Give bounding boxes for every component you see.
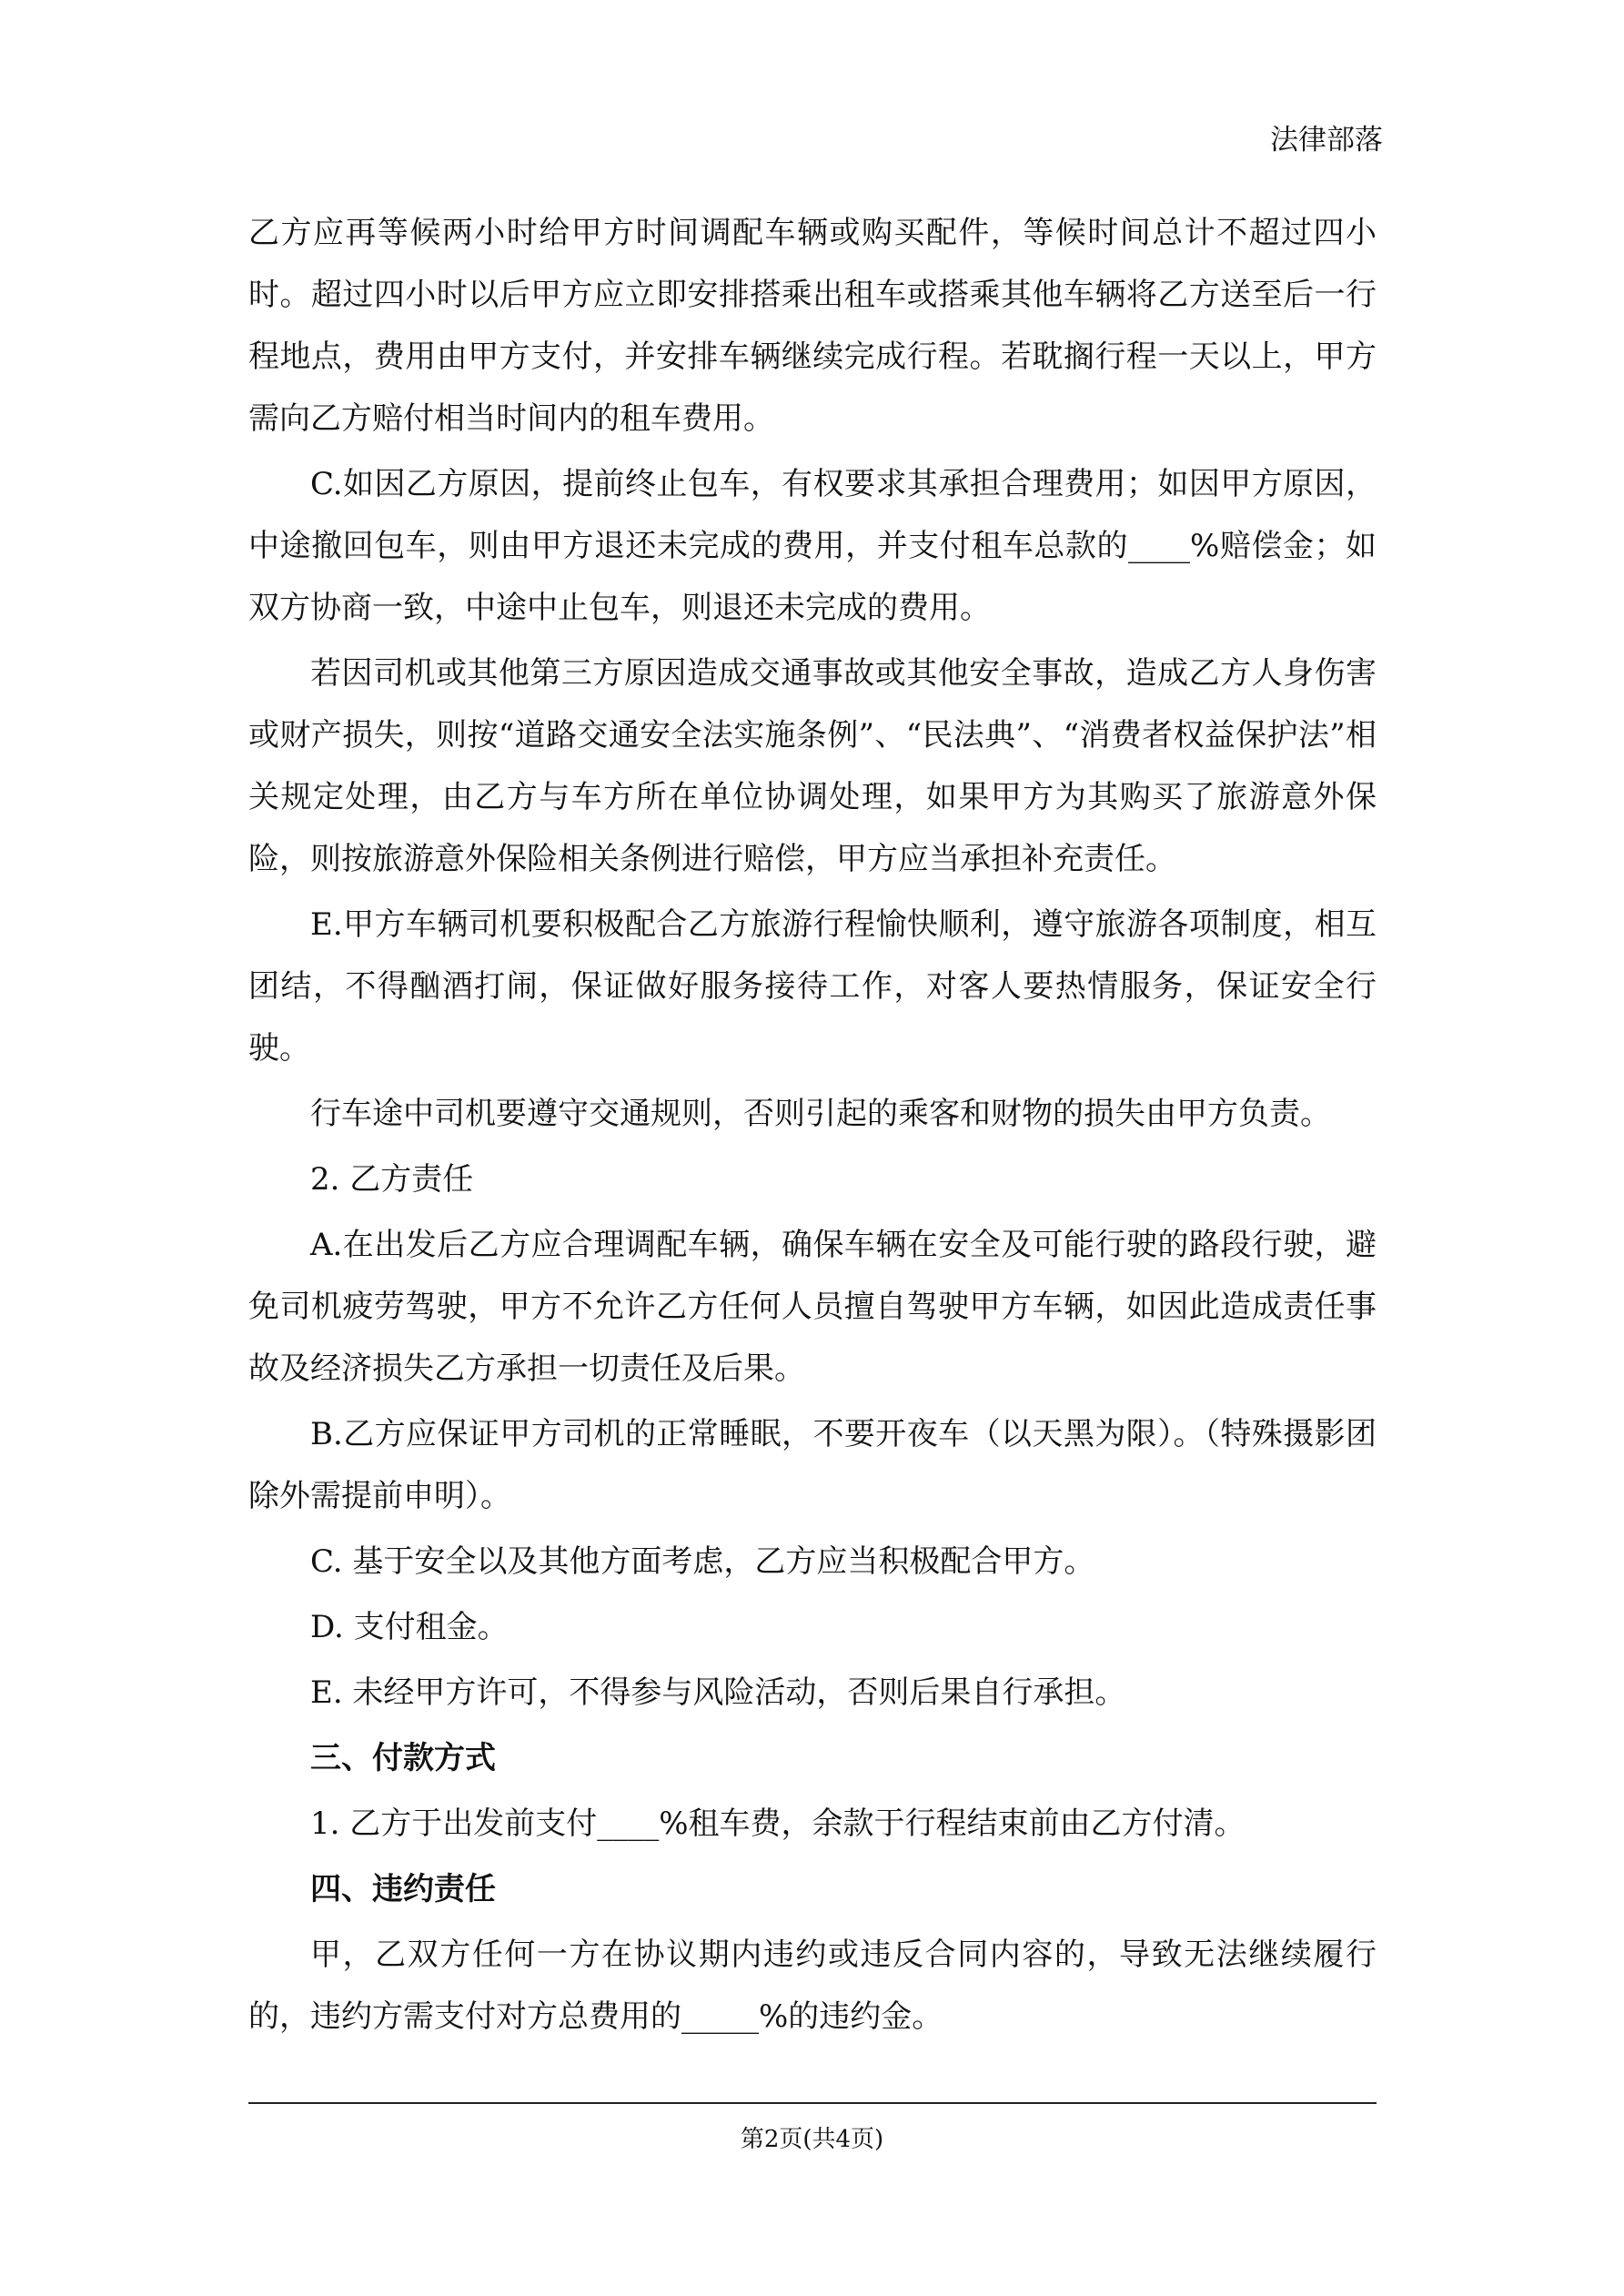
paragraph: C. 基于安全以及其他方面考虑，乙方应当积极配合甲方。 [310,1543,1095,1580]
paragraph: A.在出发后乙方应合理调配车辆，确保车辆在安全及可能行驶的路段行驶，避免司机疲劳驾驶，甲方不允许乙方任何人员擅自驾驶甲方车辆，如因此造成责任事故及经济损失乙方承担一切责任及后果。 [248,1227,1377,1387]
paragraph: B.乙方应保证甲方司机的正常睡眠，不要开夜车（以天黑为限）。（特殊摄影团除外需提前申明）。 [248,1416,1377,1514]
paragraph: E.甲方车辆司机要积极配合乙方旅游行程愉快顺利，遵守旅游各项制度，相互团结，不得酗酒打闹，保证做好服务接待工作，对客人要热情服务，保证安全行驶。 [248,906,1377,1067]
paragraph: 行车途中司机要遵守交通规则，否则引起的乘客和财物的损失由甲方负责。 [310,1096,1331,1132]
paragraph: D. 支付租金。 [310,1609,509,1645]
section-heading-payment: 三、付款方式 [310,1740,496,1776]
subheading: 2. 乙方责任 [310,1161,474,1198]
paragraph: E. 未经甲方许可，不得参与风险活动，否则后果自行承担。 [310,1674,1126,1711]
document-body [248,202,1377,2051]
payment-item: 1. 乙方于出发前支付____%租车费，余款于行程结束前由乙方付清。 [310,1805,1246,1842]
header-brand: 法律部落 [1270,124,1383,157]
page-number: 第2页(共4页) [740,2126,884,2153]
footer-divider [248,2102,1377,2104]
paragraph: C.如因乙方原因，提前终止包车，有权要求其承担合理费用；如因甲方原因，中途撤回包车，则由甲方退还未完成的费用，并支付租车总款的____%赔偿金；如双方协商一致，中途中止包车，则退还未完成的费用。 [248,466,1377,626]
paragraph: 若因司机或其他第三方原因造成交通事故或其他安全事故，造成乙方人身伤害或财产损失，则按“道路交通安全法实施条例”、“民法典”、“消费者权益保护法”相关规定处理，由乙方与车方所在单位协调处理，如果甲方为其购买了旅游意外保险，则按旅游意外保险相关条例进行赔偿，甲方应当承担补充责任。 [248,655,1377,877]
section-heading-breach: 四、违约责任 [310,1871,496,1907]
paragraph: 乙方应再等候两小时给甲方时间调配车辆或购买配件，等候时间总计不超过四小时。超过四小时以后甲方应立即安排搭乘出租车或搭乘其他车辆将乙方送至后一行程地点，费用由甲方支付，并安排车辆继续完成行程。若耽搁行程一天以上，甲方需向乙方赔付相当时间内的租车费用。 [248,215,1377,437]
breach-paragraph: 甲，乙双方任何一方在协议期内违约或违反合同内容的，导致无法继续履行的，违约方需支付对方总费用的_____%的违约金。 [248,1937,1377,2035]
